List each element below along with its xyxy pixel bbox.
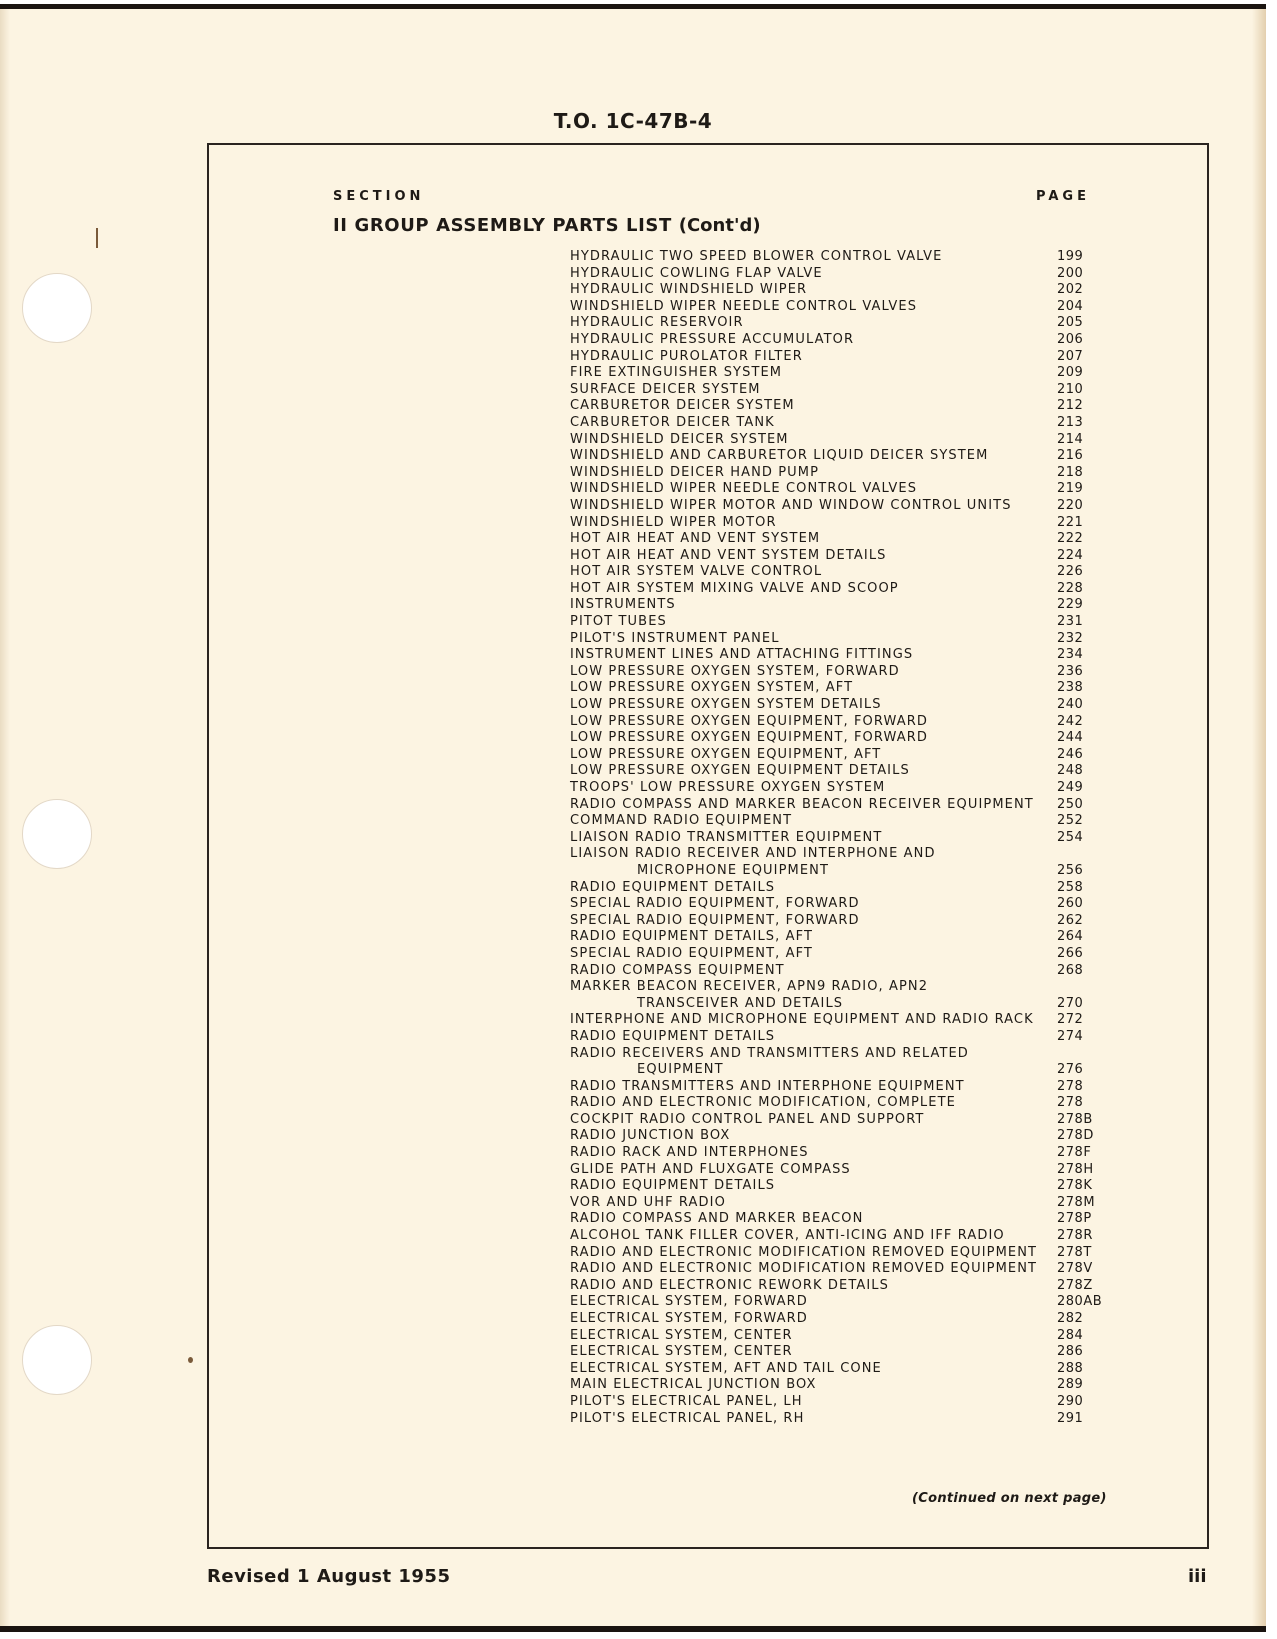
toc-entry-title: HOT AIR HEAT AND VENT SYSTEM (570, 531, 821, 547)
toc-entry-page: 278B (1057, 1111, 1093, 1127)
toc-entry (570, 415, 1110, 432)
toc-entry-title: RADIO AND ELECTRONIC REWORK DETAILS (570, 1277, 889, 1293)
toc-entry-title: SPECIAL RADIO EQUIPMENT, AFT (570, 945, 813, 961)
toc-entry-page: 220 (1057, 497, 1084, 513)
toc-entry-page: 249 (1057, 780, 1084, 795)
toc-entry-title: COCKPIT RADIO CONTROL PANEL AND SUPPORT (570, 1111, 925, 1127)
toc-entry-page: 231 (1057, 614, 1084, 630)
toc-entry (570, 1162, 1110, 1179)
toc-entry-title: RADIO EQUIPMENT DETAILS, AFT (570, 929, 813, 945)
toc-entry-page: 216 (1057, 448, 1084, 464)
toc-entry-title: LIAISON RADIO RECEIVER AND INTERPHONE AND (570, 846, 936, 862)
toc-entry-page: 286 (1057, 1344, 1084, 1360)
toc-entry (570, 1046, 1110, 1063)
toc-entry-title: WINDSHIELD DEICER HAND PUMP (570, 464, 820, 480)
toc-entry-title: LOW PRESSURE OXYGEN EQUIPMENT, FORWARD (570, 730, 928, 746)
toc-entry (570, 714, 1110, 731)
toc-entry (570, 581, 1110, 598)
toc-entry (570, 664, 1110, 681)
document-header: T.O. 1C-47B-4 (553, 109, 713, 133)
toc-entry (570, 349, 1110, 366)
toc-entry-title: PILOT'S ELECTRICAL PANEL, RH (570, 1410, 805, 1426)
toc-entry-title: PILOT'S ELECTRICAL PANEL, LH (570, 1393, 803, 1409)
section-title-text: II GROUP ASSEMBLY PARTS LIST (333, 215, 672, 236)
toc-entry-title: RADIO TRANSMITTERS AND INTERPHONE EQUIPMENT (570, 1078, 965, 1094)
toc-entry-title: RADIO COMPASS AND MARKER BEACON (570, 1211, 864, 1227)
toc-entry-title: LOW PRESSURE OXYGEN SYSTEM, AFT (570, 680, 854, 696)
paper-edge-right (1252, 9, 1266, 1626)
toc-entry-title: INSTRUMENTS (570, 597, 676, 613)
toc-entry-title: VOR AND UHF RADIO (570, 1194, 726, 1210)
toc-entry-title: RADIO COMPASS AND MARKER BEACON RECEIVER EQUIPMENT (570, 796, 1034, 812)
toc-entry-page: 242 (1057, 713, 1084, 729)
toc-entry-title: PITOT TUBES (570, 614, 667, 630)
toc-entry-page: 289 (1057, 1377, 1084, 1393)
toc-entry (570, 1112, 1110, 1129)
toc-entry-title: WINDSHIELD WIPER NEEDLE CONTROL VALVES (570, 298, 918, 314)
toc-entry (570, 332, 1110, 349)
toc-entry (570, 1377, 1110, 1394)
table-of-contents (570, 249, 1110, 1427)
toc-entry-title: TROOPS' LOW PRESSURE OXYGEN SYSTEM (570, 780, 886, 795)
toc-entry-page: 268 (1057, 962, 1084, 978)
toc-entry-title: MICROPHONE EQUIPMENT (637, 862, 830, 878)
toc-entry-title: HOT AIR SYSTEM MIXING VALVE AND SCOOP (570, 580, 899, 596)
toc-entry-page: 224 (1057, 547, 1084, 563)
toc-entry (570, 382, 1110, 399)
toc-entry-page: 262 (1057, 912, 1084, 928)
toc-entry (570, 979, 1110, 996)
toc-entry (570, 697, 1110, 714)
toc-entry (570, 631, 1110, 648)
stray-mark (188, 1357, 193, 1363)
toc-entry-page: 205 (1057, 315, 1084, 331)
toc-entry-page: 291 (1057, 1410, 1084, 1426)
toc-entry-title: LOW PRESSURE OXYGEN SYSTEM DETAILS (570, 697, 882, 713)
toc-entry-title: CARBURETOR DEICER TANK (570, 414, 775, 430)
toc-entry-title: SPECIAL RADIO EQUIPMENT, FORWARD (570, 896, 860, 912)
toc-entry-title: RADIO EQUIPMENT DETAILS (570, 879, 776, 895)
toc-entry (570, 880, 1110, 897)
toc-entry-page: 209 (1057, 365, 1084, 381)
toc-entry (570, 1394, 1110, 1411)
section-title-suffix: (Cont'd) (678, 215, 761, 236)
toc-entry-page: 278H (1057, 1161, 1094, 1177)
toc-entry (570, 548, 1110, 565)
toc-entry-title: HYDRAULIC WINDSHIELD WIPER (570, 282, 808, 298)
toc-entry-page: 290 (1057, 1393, 1084, 1409)
toc-entry-page: 278T (1057, 1244, 1092, 1260)
toc-entry-title: LOW PRESSURE OXYGEN EQUIPMENT, FORWARD (570, 713, 928, 729)
toc-entry (570, 929, 1110, 946)
toc-entry (570, 266, 1110, 283)
toc-entry-page: 212 (1057, 398, 1084, 414)
toc-entry-page: 256 (1057, 862, 1084, 878)
toc-entry (570, 365, 1110, 382)
toc-entry (570, 1311, 1110, 1328)
toc-entry-page: 199 (1057, 249, 1084, 264)
toc-entry (570, 498, 1110, 515)
toc-entry-title: HYDRAULIC PRESSURE ACCUMULATOR (570, 331, 855, 347)
toc-entry-title: LOW PRESSURE OXYGEN EQUIPMENT DETAILS (570, 763, 910, 779)
toc-entry-title: HOT AIR SYSTEM VALVE CONTROL (570, 564, 823, 580)
toc-entry (570, 315, 1110, 332)
toc-entry-title: EQUIPMENT (637, 1062, 724, 1078)
toc-entry (570, 1029, 1110, 1046)
toc-entry-page: 274 (1057, 1028, 1084, 1044)
toc-entry-title: FIRE EXTINGUISHER SYSTEM (570, 365, 783, 381)
toc-entry-page: 222 (1057, 531, 1084, 547)
toc-entry-title: RADIO JUNCTION BOX (570, 1128, 731, 1144)
toc-entry-page: 248 (1057, 763, 1084, 779)
toc-entry-page: 214 (1057, 431, 1084, 447)
toc-entry-title: RADIO EQUIPMENT DETAILS (570, 1178, 776, 1194)
toc-entry (570, 896, 1110, 913)
toc-entry-title: MAIN ELECTRICAL JUNCTION BOX (570, 1377, 817, 1393)
toc-entry (570, 432, 1110, 449)
toc-entry-page: 278V (1057, 1261, 1093, 1277)
paper-edge-left (0, 9, 10, 1626)
toc-entry (570, 1328, 1110, 1345)
toc-entry-title: RADIO EQUIPMENT DETAILS (570, 1028, 776, 1044)
toc-entry-page: 278P (1057, 1211, 1092, 1227)
toc-entry (570, 299, 1110, 316)
toc-entry (570, 1294, 1110, 1311)
page-number: iii (1188, 1566, 1207, 1587)
toc-entry-title: INSTRUMENT LINES AND ATTACHING FITTINGS (570, 647, 914, 663)
toc-entry-page: 278F (1057, 1145, 1092, 1161)
toc-entry-title: RADIO RACK AND INTERPHONES (570, 1145, 809, 1161)
toc-entry (570, 830, 1110, 847)
toc-entry-page: 272 (1057, 1012, 1084, 1028)
toc-entry-title: ALCOHOL TANK FILLER COVER, ANTI-ICING AND IFF RADIO (570, 1228, 1005, 1244)
toc-entry (570, 614, 1110, 631)
toc-entry-title: RADIO AND ELECTRONIC MODIFICATION REMOVED EQUIPMENT (570, 1261, 1038, 1277)
toc-entry-title: ELECTRICAL SYSTEM, CENTER (570, 1327, 793, 1343)
toc-entry (570, 730, 1110, 747)
toc-entry-title: WINDSHIELD WIPER MOTOR (570, 514, 777, 530)
toc-entry-title: LIAISON RADIO TRANSMITTER EQUIPMENT (570, 829, 883, 845)
toc-entry-title: RADIO COMPASS EQUIPMENT (570, 962, 785, 978)
toc-entry-page: 266 (1057, 945, 1084, 961)
toc-entry (570, 448, 1110, 465)
toc-entry-page: 260 (1057, 896, 1084, 912)
toc-entry (570, 481, 1110, 498)
toc-entry (570, 1278, 1110, 1295)
toc-entry (570, 813, 1110, 830)
toc-entry (570, 1079, 1110, 1096)
toc-entry-page: 236 (1057, 663, 1084, 679)
toc-entry-title: COMMAND RADIO EQUIPMENT (570, 813, 793, 829)
toc-entry-title: ELECTRICAL SYSTEM, FORWARD (570, 1294, 808, 1310)
toc-entry (570, 780, 1110, 797)
toc-entry-title: LOW PRESSURE OXYGEN EQUIPMENT, AFT (570, 746, 882, 762)
continued-note: (Continued on next page) (912, 1491, 1107, 1506)
toc-entry-page: 229 (1057, 597, 1084, 613)
toc-entry-page: 232 (1057, 630, 1084, 646)
toc-entry-title: WINDSHIELD DEICER SYSTEM (570, 431, 789, 447)
toc-entry-page: 284 (1057, 1327, 1084, 1343)
toc-entry-page: 278K (1057, 1178, 1093, 1194)
section-title (333, 215, 761, 236)
toc-entry-title: HOT AIR HEAT AND VENT SYSTEM DETAILS (570, 547, 887, 563)
toc-entry (570, 996, 1110, 1013)
toc-entry (570, 1128, 1110, 1145)
toc-entry-page: 288 (1057, 1360, 1084, 1376)
toc-entry-page: 210 (1057, 381, 1084, 397)
toc-entry-page: 202 (1057, 282, 1084, 298)
toc-entry-page: 221 (1057, 514, 1084, 530)
toc-entry (570, 1228, 1110, 1245)
toc-entry-title: LOW PRESSURE OXYGEN SYSTEM, FORWARD (570, 663, 900, 679)
toc-entry-page: 280AB (1057, 1294, 1103, 1310)
toc-entry-title: GLIDE PATH AND FLUXGATE COMPASS (570, 1161, 851, 1177)
toc-entry-title: WINDSHIELD AND CARBURETOR LIQUID DEICER SYSTEM (570, 448, 989, 464)
toc-entry (570, 1261, 1110, 1278)
document-page (0, 4, 1266, 1632)
toc-entry-page: 278Z (1057, 1277, 1093, 1293)
toc-entry (570, 863, 1110, 880)
toc-entry (570, 398, 1110, 415)
toc-entry-title: ELECTRICAL SYSTEM, AFT AND TAIL CONE (570, 1360, 882, 1376)
toc-entry (570, 282, 1110, 299)
toc-entry (570, 1095, 1110, 1112)
toc-entry (570, 1062, 1110, 1079)
toc-entry (570, 531, 1110, 548)
toc-entry-title: MARKER BEACON RECEIVER, APN9 RADIO, APN2 (570, 979, 929, 995)
toc-entry-page: 278R (1057, 1228, 1093, 1244)
toc-entry-title: HYDRAULIC RESERVOIR (570, 315, 744, 331)
toc-entry-title: HYDRAULIC TWO SPEED BLOWER CONTROL VALVE (570, 249, 943, 264)
toc-entry-title: RADIO AND ELECTRONIC MODIFICATION, COMPLETE (570, 1095, 956, 1111)
toc-entry-title: ELECTRICAL SYSTEM, FORWARD (570, 1311, 808, 1326)
toc-entry-page: 226 (1057, 564, 1084, 580)
toc-entry (570, 564, 1110, 581)
page-column-label: PAGE (1036, 189, 1090, 204)
toc-entry (570, 1245, 1110, 1262)
toc-entry (570, 763, 1110, 780)
toc-entry (570, 249, 1110, 266)
toc-entry-title: WINDSHIELD WIPER NEEDLE CONTROL VALVES (570, 481, 918, 497)
toc-entry-title: SURFACE DEICER SYSTEM (570, 381, 761, 397)
toc-entry (570, 1344, 1110, 1361)
toc-entry-page: 278 (1057, 1078, 1084, 1094)
binder-hole-top (22, 273, 92, 343)
toc-entry-page: 213 (1057, 414, 1084, 430)
toc-entry (570, 1178, 1110, 1195)
toc-entry-title: PILOT'S INSTRUMENT PANEL (570, 630, 780, 646)
toc-entry-title: HYDRAULIC PUROLATOR FILTER (570, 348, 803, 364)
toc-entry-page: 238 (1057, 680, 1084, 696)
toc-entry-page: 278D (1057, 1128, 1094, 1144)
binder-hole-bottom (22, 1325, 92, 1395)
toc-entry-page: 258 (1057, 879, 1084, 895)
toc-entry (570, 1195, 1110, 1212)
toc-entry-page: 240 (1057, 697, 1084, 713)
toc-entry-page: 244 (1057, 730, 1084, 746)
toc-entry-page: 282 (1057, 1311, 1084, 1326)
toc-entry-page: 204 (1057, 298, 1084, 314)
toc-entry (570, 515, 1110, 532)
toc-entry (570, 747, 1110, 764)
toc-entry-page: 234 (1057, 647, 1084, 663)
toc-entry (570, 1411, 1110, 1428)
section-column-label: SECTION (333, 189, 425, 204)
toc-entry-title: INTERPHONE AND MICROPHONE EQUIPMENT AND RADIO RACK (570, 1012, 1034, 1028)
toc-entry-page: 250 (1057, 796, 1084, 812)
toc-entry-title: HYDRAULIC COWLING FLAP VALVE (570, 265, 823, 281)
toc-entry-title: SPECIAL RADIO EQUIPMENT, FORWARD (570, 912, 860, 928)
toc-entry (570, 846, 1110, 863)
toc-entry-page: 200 (1057, 265, 1084, 281)
revision-date: Revised 1 August 1955 (207, 1566, 451, 1587)
toc-entry-page: 278 (1057, 1095, 1084, 1111)
toc-entry-title: TRANSCEIVER AND DETAILS (637, 995, 844, 1011)
toc-entry-page: 252 (1057, 813, 1084, 829)
toc-entry-page: 219 (1057, 481, 1084, 497)
toc-entry-page: 278M (1057, 1194, 1096, 1210)
toc-entry-page: 276 (1057, 1062, 1084, 1078)
toc-entry (570, 647, 1110, 664)
toc-entry-title: WINDSHIELD WIPER MOTOR AND WINDOW CONTROL UNITS (570, 497, 1012, 513)
toc-entry-page: 228 (1057, 580, 1084, 596)
toc-entry (570, 913, 1110, 930)
toc-entry-title: ELECTRICAL SYSTEM, CENTER (570, 1344, 793, 1360)
toc-entry-page: 246 (1057, 746, 1084, 762)
toc-entry (570, 946, 1110, 963)
toc-entry (570, 465, 1110, 482)
toc-entry-page: 270 (1057, 995, 1084, 1011)
toc-entry-title: RADIO AND ELECTRONIC MODIFICATION REMOVED EQUIPMENT (570, 1244, 1038, 1260)
toc-entry-page: 254 (1057, 829, 1084, 845)
toc-entry (570, 797, 1110, 814)
toc-entry (570, 963, 1110, 980)
toc-entry-page: 206 (1057, 331, 1084, 347)
toc-entry (570, 1211, 1110, 1228)
binder-hole-middle (22, 799, 92, 869)
toc-entry (570, 1012, 1110, 1029)
toc-entry (570, 1361, 1110, 1378)
stray-mark (96, 228, 98, 248)
toc-entry-page: 264 (1057, 929, 1084, 945)
toc-entry (570, 680, 1110, 697)
toc-entry-title: CARBURETOR DEICER SYSTEM (570, 398, 795, 414)
toc-entry (570, 1145, 1110, 1162)
toc-entry (570, 597, 1110, 614)
toc-entry-title: RADIO RECEIVERS AND TRANSMITTERS AND RELATED (570, 1045, 969, 1061)
toc-entry-page: 218 (1057, 464, 1084, 480)
toc-entry-page: 207 (1057, 348, 1084, 364)
